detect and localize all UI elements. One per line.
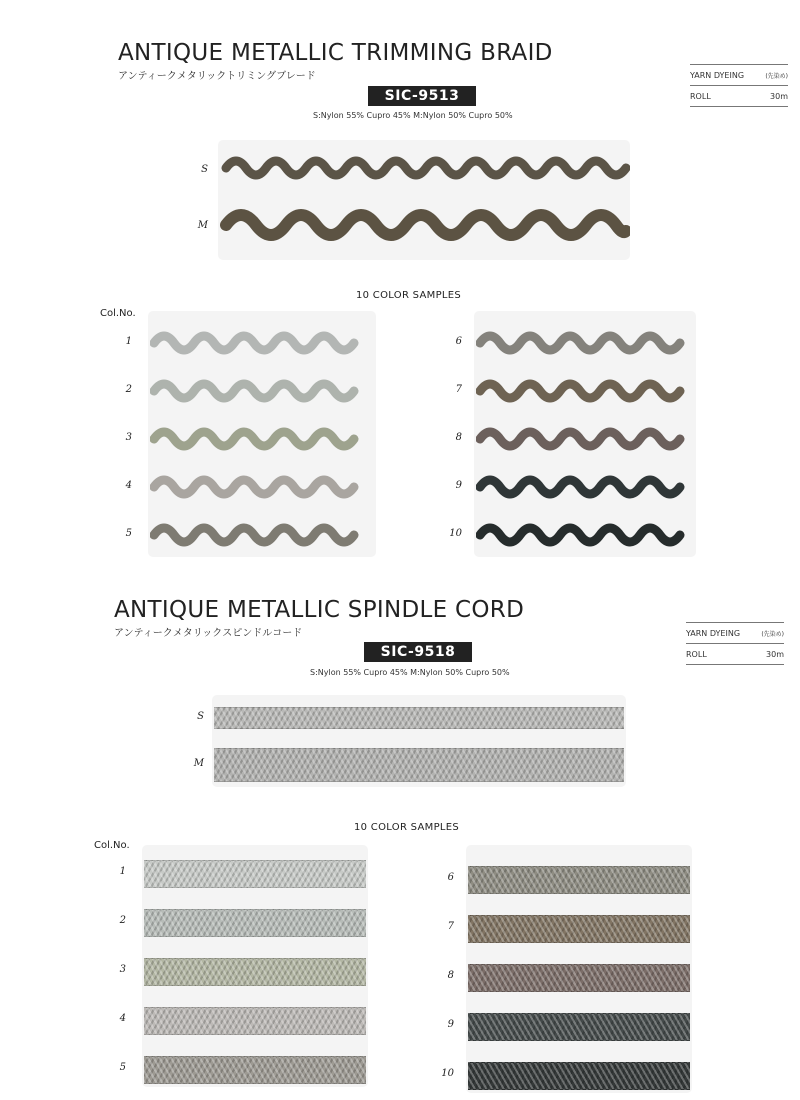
braid-color-wave-8 bbox=[480, 432, 680, 446]
braid-color-wave-3 bbox=[154, 432, 354, 446]
cord-col-no-10: 10 bbox=[441, 1068, 454, 1079]
cord-col-no-4: 4 bbox=[119, 1013, 126, 1024]
cord-composition: S:Nylon 55% Cupro 45% M:Nylon 50% Cupro 50% bbox=[310, 668, 510, 677]
braid-color-swatch-6 bbox=[476, 326, 696, 360]
braid-color-wave-9 bbox=[480, 480, 680, 494]
braid-color-swatch-5 bbox=[150, 518, 374, 552]
braid-color-wave-1 bbox=[154, 336, 354, 350]
braid-composition: S:Nylon 55% Cupro 45% M:Nylon 50% Cupro 50% bbox=[313, 111, 513, 120]
braid-s-wave bbox=[226, 161, 626, 175]
roll-label: ROLL bbox=[690, 91, 711, 101]
cord-samples-title: 10 COLOR SAMPLES bbox=[354, 822, 460, 833]
cord-color-swatch-2 bbox=[144, 909, 366, 937]
braid-col-no-3: 3 bbox=[125, 432, 132, 443]
roll-row bbox=[690, 86, 788, 107]
braid-col-no-6: 6 bbox=[455, 336, 462, 347]
yarn-dyeing-note: (先染め) bbox=[765, 72, 788, 80]
braid-m-wave bbox=[226, 215, 626, 235]
yarn-dyeing-note: (先染め) bbox=[761, 630, 784, 638]
cord-col-no-3: 3 bbox=[119, 964, 126, 975]
braid-spec-box bbox=[690, 64, 788, 107]
cord-col-no-2: 2 bbox=[119, 915, 126, 926]
braid-color-swatch-3 bbox=[150, 422, 374, 456]
braid-size-swatch-s bbox=[220, 148, 630, 188]
cord-col-no-6: 6 bbox=[447, 872, 454, 883]
braid-color-wave-10 bbox=[480, 528, 680, 542]
cord-color-swatch-1 bbox=[144, 860, 366, 888]
cord-color-swatch-7 bbox=[468, 915, 690, 943]
yarn-dyeing-row bbox=[690, 64, 788, 86]
braid-col-no-9: 9 bbox=[455, 480, 462, 491]
braid-size-swatch-m bbox=[220, 195, 630, 255]
braid-size-label-m: M bbox=[197, 220, 208, 231]
cord-col-no-8: 8 bbox=[447, 970, 454, 981]
braid-col-no-7: 7 bbox=[455, 384, 462, 395]
cord-col-no-7: 7 bbox=[447, 921, 454, 932]
braid-size-label-s: S bbox=[201, 164, 208, 175]
braid-color-swatch-7 bbox=[476, 374, 696, 408]
cord-col-no-9: 9 bbox=[447, 1019, 454, 1030]
braid-color-wave-4 bbox=[154, 480, 354, 494]
cord-col-no-1: 1 bbox=[119, 866, 126, 877]
braid-samples-title: 10 COLOR SAMPLES bbox=[356, 290, 462, 301]
roll-value: 30m bbox=[770, 91, 788, 101]
roll-value: 30m bbox=[766, 649, 784, 659]
cord-color-swatch-4 bbox=[144, 1007, 366, 1035]
yarn-dyeing-label: YARN DYEING bbox=[690, 70, 745, 80]
braid-color-swatch-10 bbox=[476, 518, 696, 552]
braid-color-swatch-1 bbox=[150, 326, 374, 360]
cord-color-swatch-5 bbox=[144, 1056, 366, 1084]
cord-size-label-s: S bbox=[197, 711, 204, 722]
yarn-dyeing-label: YARN DYEING bbox=[686, 628, 741, 638]
braid-subtitle: アンティークメタリックトリミングブレード bbox=[118, 71, 316, 82]
braid-col-no-5: 5 bbox=[125, 528, 132, 539]
cord-col-no-label: Col.No. bbox=[94, 840, 130, 851]
cord-size-swatch-m bbox=[214, 748, 624, 782]
braid-col-no-8: 8 bbox=[455, 432, 462, 443]
braid-color-wave-6 bbox=[480, 336, 680, 350]
braid-color-swatch-8 bbox=[476, 422, 696, 456]
cord-color-swatch-6 bbox=[468, 866, 690, 894]
cord-color-swatch-9 bbox=[468, 1013, 690, 1041]
cord-color-swatch-8 bbox=[468, 964, 690, 992]
cord-color-swatch-10 bbox=[468, 1062, 690, 1090]
cord-size-label-m: M bbox=[193, 758, 204, 769]
braid-col-no-label: Col.No. bbox=[100, 308, 136, 319]
braid-col-no-1: 1 bbox=[125, 336, 132, 347]
cord-spec-box bbox=[686, 622, 784, 665]
braid-color-wave-7 bbox=[480, 384, 680, 398]
braid-color-swatch-2 bbox=[150, 374, 374, 408]
braid-color-wave-2 bbox=[154, 384, 354, 398]
cord-size-swatch-s bbox=[214, 707, 624, 729]
cord-col-no-5: 5 bbox=[119, 1062, 126, 1073]
roll-row bbox=[686, 644, 784, 665]
braid-color-swatch-9 bbox=[476, 470, 696, 504]
braid-col-no-2: 2 bbox=[125, 384, 132, 395]
braid-code-badge: SIC-9513 bbox=[368, 86, 476, 106]
braid-color-swatch-4 bbox=[150, 470, 374, 504]
cord-title: ANTIQUE METALLIC SPINDLE CORD bbox=[114, 597, 525, 623]
braid-title: ANTIQUE METALLIC TRIMMING BRAID bbox=[118, 40, 553, 66]
braid-col-no-4: 4 bbox=[125, 480, 132, 491]
roll-label: ROLL bbox=[686, 649, 707, 659]
braid-col-no-10: 10 bbox=[449, 528, 462, 539]
cord-subtitle: アンティークメタリックスピンドルコード bbox=[114, 628, 303, 639]
cord-color-swatch-3 bbox=[144, 958, 366, 986]
braid-color-wave-5 bbox=[154, 528, 354, 542]
yarn-dyeing-row bbox=[686, 622, 784, 644]
cord-code-badge: SIC-9518 bbox=[364, 642, 472, 662]
